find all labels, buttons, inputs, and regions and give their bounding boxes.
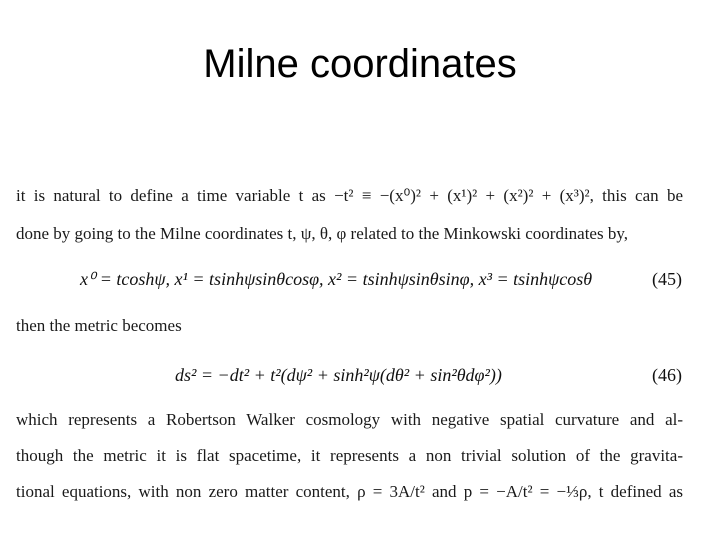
paragraph-1-line-1: it is natural to define a time variable t as −t² ≡ −(x⁰)² + (x¹)² + (x²)² + (x³)², this can be — [16, 186, 683, 205]
paragraph-1-line-2: done by going to the Milne coordinates t, ψ, θ, φ related to the Minkowski coordinates by, — [16, 224, 628, 243]
equation-45: x⁰ = tcoshψ, x¹ = tsinhψsinθcosφ, x² = tsinhψsinθsinφ, x³ = tsinhψcosθ — [80, 269, 593, 289]
slide-title: Milne coordinates — [203, 42, 517, 86]
paragraph-2-line-1: then the metric becomes — [16, 316, 182, 335]
equation-45-number: (45) — [652, 269, 682, 289]
paragraph-3-line-2: though the metric it is flat spacetime, it represents a non trivial solution of the gravita- — [16, 446, 683, 465]
equation-46: ds² = −dt² + t²(dψ² + sinh²ψ(dθ² + sin²θdφ²)) — [175, 365, 502, 385]
equation-46-number: (46) — [652, 365, 682, 385]
paragraph-3-line-1: which represents a Robertson Walker cosmology with negative spatial curvature and al- — [16, 410, 683, 429]
paragraph-3-line-3: tional equations, with non zero matter content, ρ = 3A/t² and p = −A/t² = −⅓ρ, t defined as — [16, 482, 683, 501]
